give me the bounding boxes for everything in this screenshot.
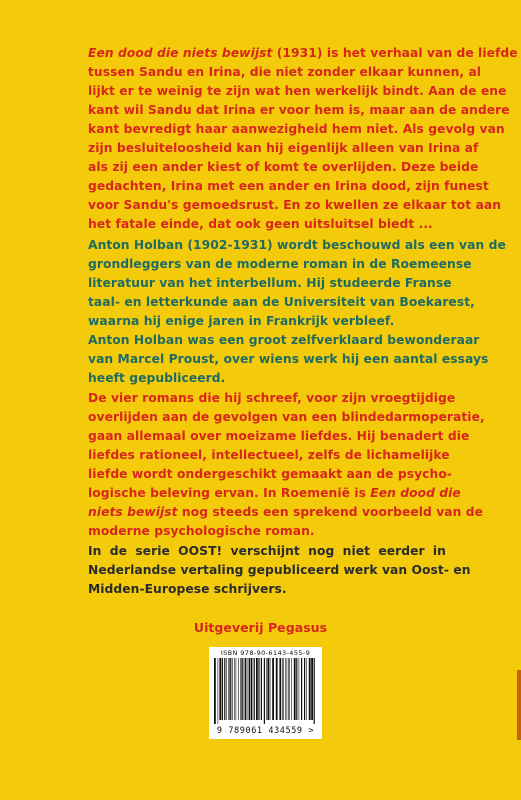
text-line: van Marcel Proust, over wiens werk hij een aantal essays [88,352,489,366]
book-title: niets bewijst [88,505,178,519]
text-line: lijkt er te weinig te zijn wat hen werkelijk bindt. Aan de ene [88,84,507,98]
barcode-bar [266,658,267,720]
barcode-bar [299,658,300,720]
barcode-bar [306,658,307,720]
barcode-bar [296,658,297,720]
barcode-bar [309,658,311,720]
text-line: Midden-Europese schrijvers. [88,582,287,596]
barcode-bars [213,658,318,724]
barcode-bar [258,658,259,720]
text-line: niets bewijst nog steeds een sprekend voorbeeld van de [88,505,484,519]
barcode-bar [256,658,258,720]
barcode-bar [214,658,216,724]
text-line: kant bevredigt haar aanwezigheid hem niet. Als gevolg van [88,122,505,136]
barcode-bar [222,658,223,720]
barcode-bar [311,658,313,720]
barcode-bar [282,658,283,720]
barcode-bar [218,658,219,724]
barcode-bar [234,658,235,720]
barcode-bar [279,658,281,720]
text-line: Anton Holban (1902-1931) wordt beschouwd als een van de [88,238,506,252]
barcode-bar [264,658,265,724]
text-line: het fatale einde, dat ook geen uitsluitsel biedt ... [88,217,433,231]
barcode-bar [248,658,249,720]
text-line: De vier romans die hij schreef, voor zijn vroegtijdige [88,391,456,405]
text-line: Anton Holban was een groot zelfverklaard bewonderaar [88,333,480,347]
barcode-bar [254,658,255,720]
barcode-bar [245,658,247,720]
barcode-bar [236,658,237,720]
barcode-bar [288,658,289,720]
synopsis-paragraph [88,44,518,234]
text-line: liefde wordt ondergeschikt gemaakt aan de psycho- [88,467,452,481]
text-line: literatuur van het interbellum. Hij studeerde Franse [88,276,452,290]
text-line: taal- en letterkunde aan de Universiteit van Boekarest, [88,295,475,309]
publisher-name: Uitgeverij Pegasus [193,620,328,635]
barcode-bar [261,658,262,720]
barcode-bar [230,658,231,720]
barcode-bar [285,658,286,720]
barcode-bar [291,658,292,720]
barcode-bar [249,658,250,720]
barcode-bar [294,658,296,720]
text-line: gaan allemaal over moeizame liefdes. Hij benadert die [88,429,470,443]
barcode-bar [240,658,241,720]
barcode-bar [219,658,221,720]
text-line: voor Sandu's gemoedsrust. En zo kwellen ze elkaar tot aan [88,198,502,212]
barcode-bar [304,658,305,720]
barcode-bar [267,658,269,720]
barcode-bar [270,658,271,720]
text-line: grondleggers van de moderne roman in de Roemeense [88,257,472,271]
series-paragraph [88,542,471,599]
barcode-bar [301,658,302,720]
barcode-bar [251,658,253,720]
text-line: Nederlandse vertaling gepubliceerd werk van Oost- en [88,563,471,577]
isbn-label: ISBN 978-90-6143-455-9 [220,649,311,657]
novels-paragraph [88,389,485,541]
text-line: gedachten, Irina met een ander en Irina dood, zijn funest [88,179,489,193]
text-line: liefdes rationeel, intellectueel, zelfs de lichamelijke [88,448,450,462]
text-line: als zij een ander kiest of komt te overlijden. Deze beide [88,160,479,174]
barcode-bar [232,658,233,720]
barcode-bar [242,658,243,720]
author-bio-paragraph [88,236,506,388]
text-line: In de serie OOST! verschijnt nog niet eerder in [88,544,446,558]
barcode [209,647,322,739]
text-line: Een dood die niets bewijst (1931) is het verhaal van de liefde [88,46,518,60]
text-line: heeft gepubliceerd. [88,371,226,385]
barcode-bar [314,658,315,724]
text-line: overlijden aan de gevolgen van een blindedarmoperatie, [88,410,485,424]
barcode-bar [287,658,288,720]
text-line: kant wil Sandu dat Irina er voor hem is, maar aan de andere [88,103,510,117]
barcode-bar [224,658,225,720]
text-line: logische beleving ervan. In Roemenië is Een dood die [88,486,461,500]
edge-stripe [517,670,521,740]
book-title: Een dood die niets bewijst [88,46,273,60]
text-line: waarna hij enige jaren in Frankrijk verbleef. [88,314,395,328]
book-title: Een dood die [370,486,461,500]
barcode-bar [226,658,227,720]
text-line: tussen Sandu en Irina, die niet zonder elkaar kunnen, al [88,65,482,79]
barcode-bar [272,658,274,720]
barcode-bar [228,658,229,720]
text-line: moderne psychologische roman. [88,524,315,538]
barcode-bar [276,658,278,720]
barcode-bar [238,658,239,720]
ean-digits: 9 789061 434559 > [216,726,315,736]
text-line: zijn besluiteloosheid kan hij eigenlijk alleen van Irina af [88,141,479,155]
